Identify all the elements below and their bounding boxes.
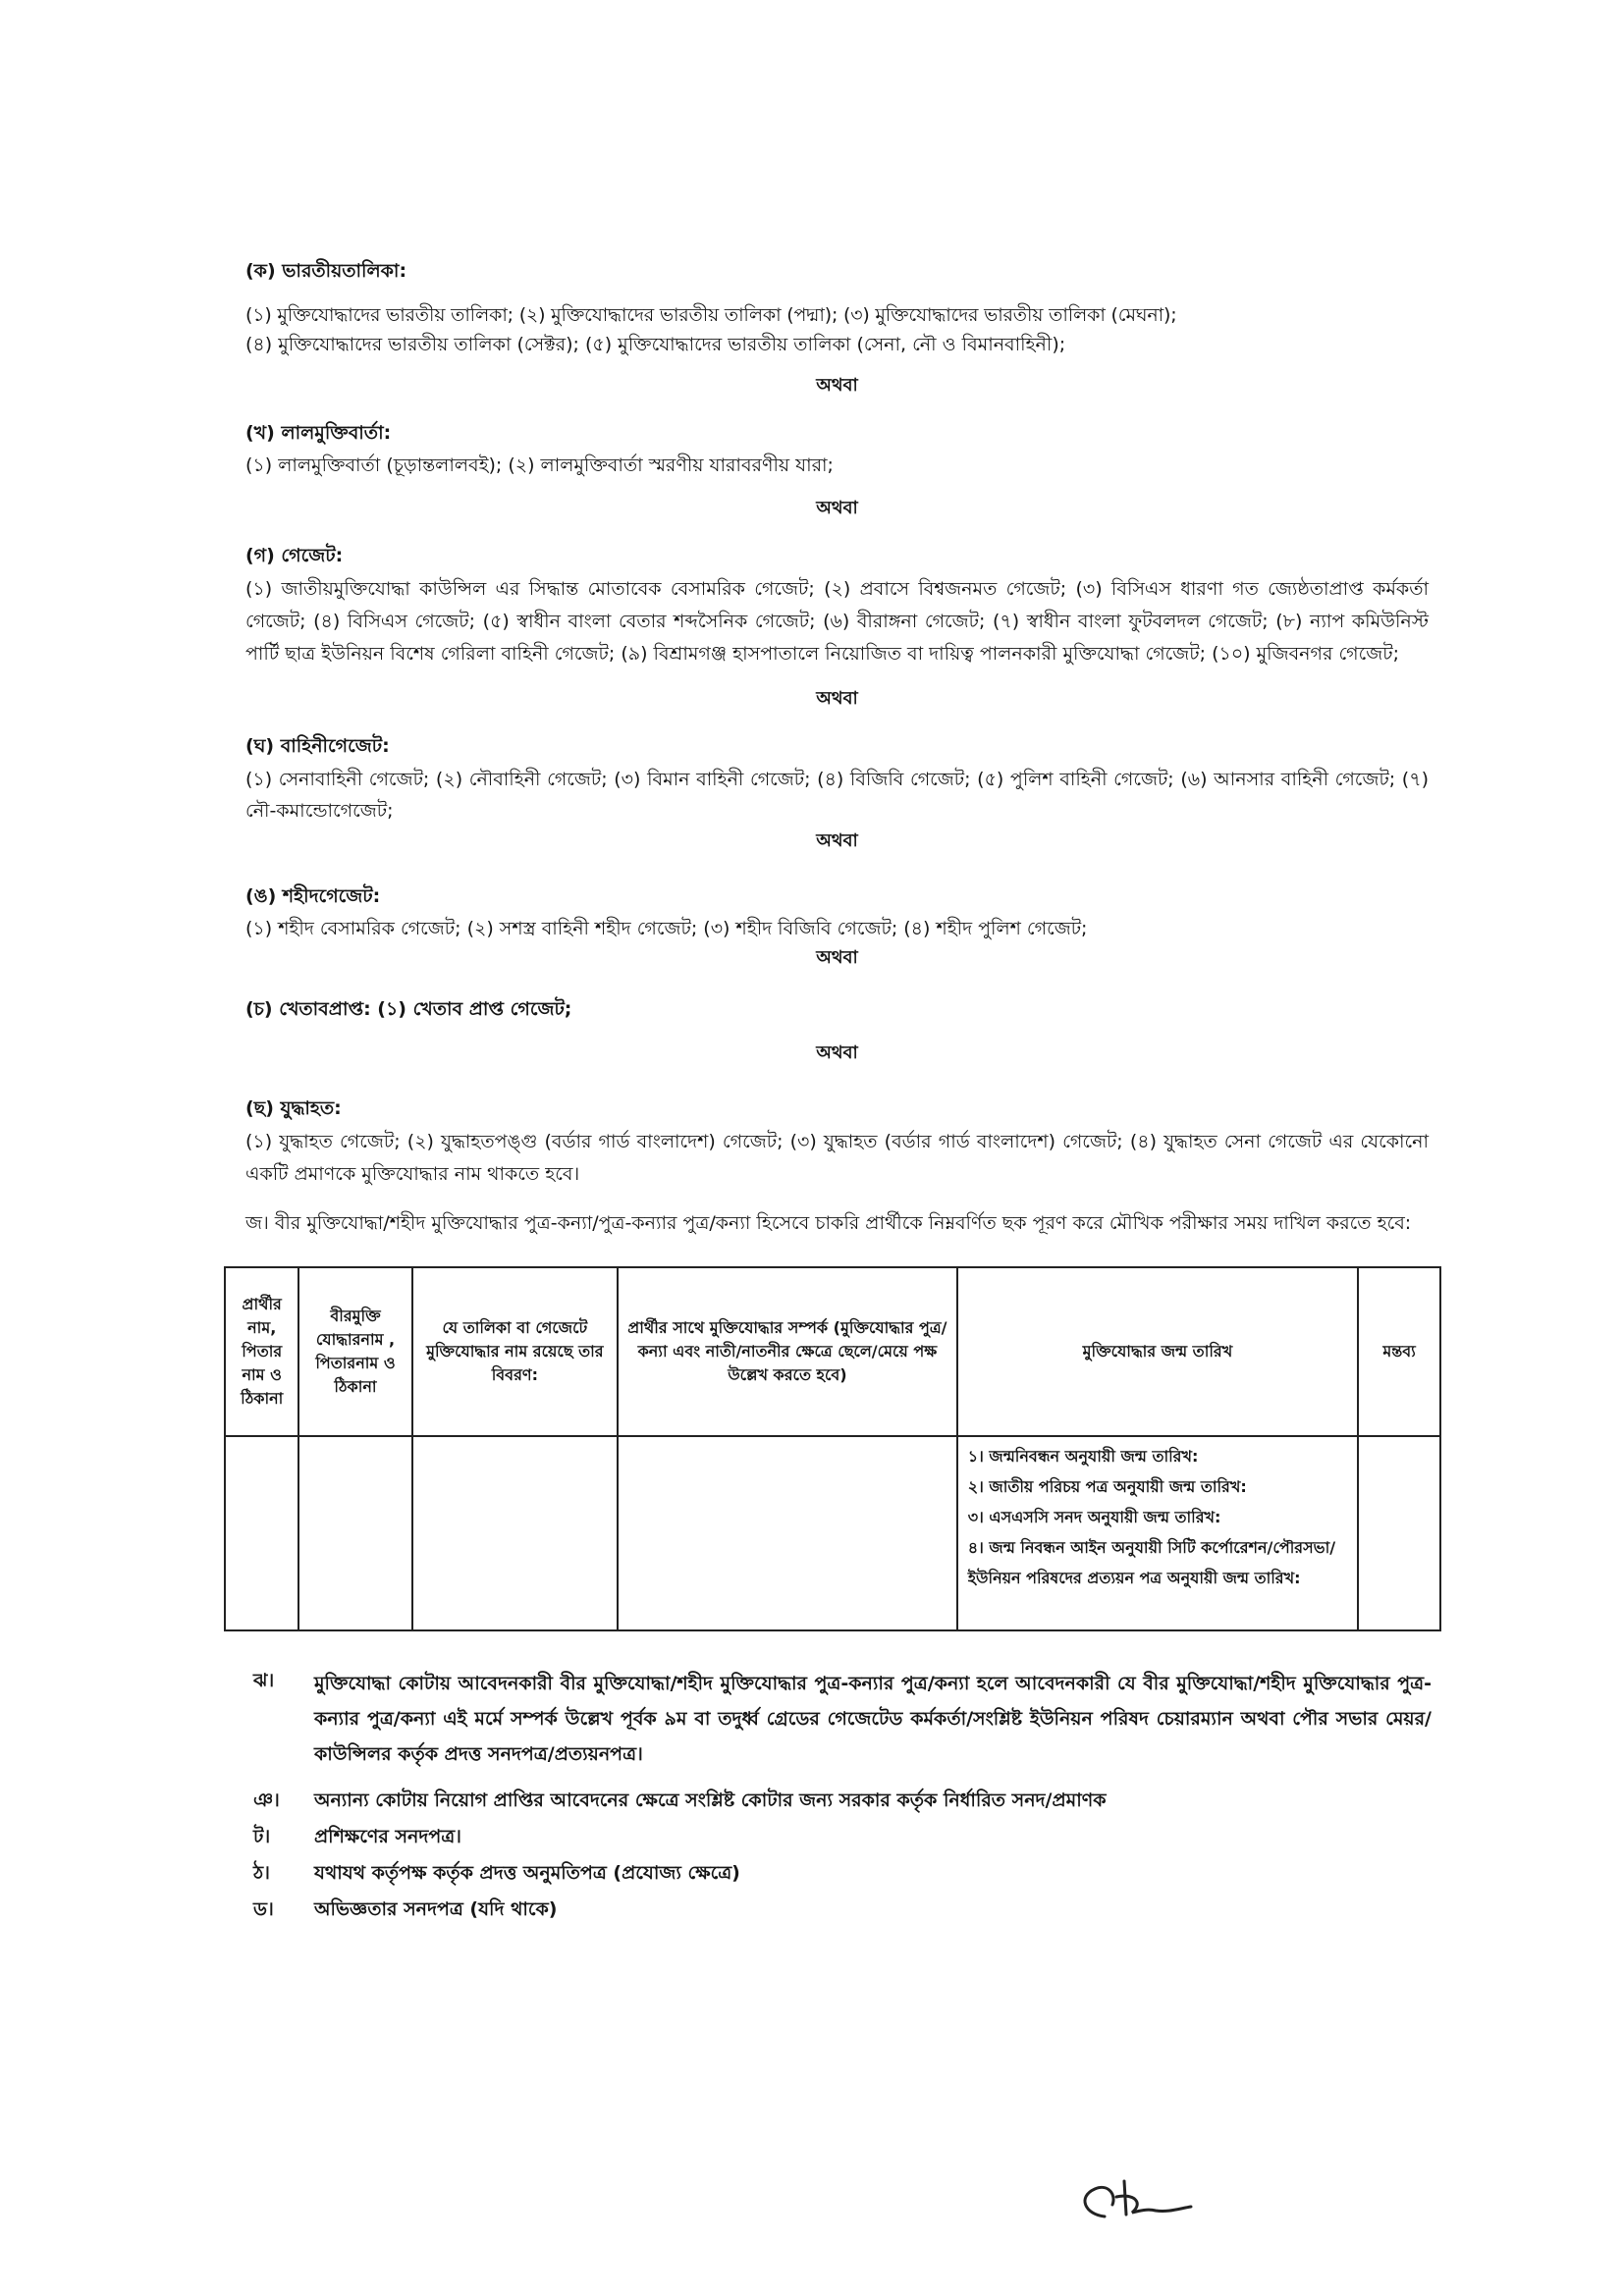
section-cha	[245, 995, 1429, 1069]
column-header: বীরমুক্তি যোদ্ধারনাম , পিতারনাম ও ঠিকানা	[298, 1267, 411, 1436]
handwritten-signature	[1065, 2167, 1203, 2236]
birth-date-line: ২। জাতীয় পরিচয় পত্র অনুযায়ী জন্ম তারিখ:	[967, 1477, 1247, 1496]
relationship-cell	[618, 1436, 957, 1630]
jha-paragraph: জ। বীর মুক্তিযোদ্ধা/শহীদ মুক্তিযোদ্ধার পুত্র-কন্যা/পুত্র-কন্যার পুত্র/কন্যা হিসেবে চাকরি প্রার্থীকে নিম্নবর্ণিত ছক পূরণ করে মৌখিক পরীক্ষার সময় দাখিল করতে হবে:	[245, 1212, 1412, 1234]
list-gazette-cell	[412, 1436, 618, 1630]
list-item	[253, 1858, 1432, 1889]
column-header: মন্তব্য	[1358, 1267, 1440, 1436]
item-marker: ঝ।	[253, 1670, 275, 1691]
section-line: (১) মুক্তিযোদ্ধাদের ভারতীয় তালিকা; (২) মুক্তিযোদ্ধাদের ভারতীয় তালিকা (পদ্মা); (৩) মুক্তিযোদ্ধাদের ভারতীয় তালিকা (মেঘনা);	[245, 304, 1177, 326]
birth-date-cell	[957, 1436, 1358, 1630]
section-ka	[245, 257, 1429, 401]
item-text: প্রশিক্ষণের সনদপত্র।	[314, 1826, 461, 1847]
list-item	[253, 1666, 1432, 1772]
column-header: প্রার্থীর নাম, পিতার নাম ও ঠিকানা	[225, 1267, 298, 1436]
item-marker: ঞ।	[253, 1789, 280, 1811]
section-gha	[245, 732, 1429, 857]
birth-date-line: ৪। জন্ম নিবন্ধন আইন অনুযায়ী সিটি কর্পোরেশন/পৌরসভা/ইউনিয়ন পরিষদের প্রত্যয়ন পত্র অনুযায়ী জন্ম তারিখ:	[967, 1538, 1336, 1587]
item-marker: ঠ।	[253, 1862, 270, 1884]
section-ga	[245, 542, 1429, 715]
birth-date-line: ৩। এসএসসি সনদ অনুযায়ী জন্ম তারিখ:	[967, 1508, 1221, 1526]
section-heading: (ঘ) বাহিনীগেজেট:	[245, 735, 390, 757]
list-item	[253, 1786, 1432, 1816]
section-line: (৪) মুক্তিযোদ্ধাদের ভারতীয় তালিকা (সেক্টর); (৫) মুক্তিযোদ্ধাদের ভারতীয় তালিকা (সেনা, নৌ ও বিমানবাহিনী);	[245, 334, 1066, 355]
item-text: অভিজ্ঞতার সনদপত্র (যদি থাকে)	[314, 1898, 558, 1920]
section-line: (১) শহীদ বেসামরিক গেজেট; (২) সশস্ত্র বাহিনী শহীদ গেজেট; (৩) শহীদ বিজিবি গেজেট; (৪) শহীদ পুলিশ গেজেট;	[245, 918, 1088, 939]
column-header: যে তালিকা বা গেজেটে মুক্তিযোদ্ধার নাম রয়েছে তার বিবরণ:	[412, 1267, 618, 1436]
additional-items	[253, 1666, 1432, 1925]
section-heading: (খ) লালমুক্তিবার্তা:	[245, 422, 392, 444]
document-body	[245, 257, 1429, 1238]
section-chha	[245, 1095, 1429, 1191]
section-heading: (ক) ভারতীয়তালিকা:	[245, 260, 407, 282]
birth-date-line: ১। জন্মনিবন্ধন অনুযায়ী জন্ম তারিখ:	[967, 1447, 1199, 1466]
freedom-fighter-cell	[298, 1436, 411, 1630]
list-item	[253, 1895, 1432, 1925]
section-line: (১) জাতীয়মুক্তিযোদ্ধা কাউন্সিল এর সিদ্ধান্ত মোতাবেক বেসামরিক গেজেট; (২) প্রবাসে বিশ্বজনমত গেজেট; (৩) বিসিএস ধারণা গত জ্যেষ্ঠতাপ্রাপ্ত কর্মকর্তা গেজেট; (৪) বিসিএস গেজেট; (৫) স্বাধীন বাংলা বেতার শব্দসৈনিক গেজেট; (৬) বীরাঙ্গনা গেজেট; (৭) স্বাধীন বাংলা ফুটবলদল গেজেট; (৮) ন্যাপ কমিউনিস্ট পার্টি ছাত্র ইউনিয়ন বিশেষ গেরিলা বাহিনী গেজেট; (৯) বিশ্রামগঞ্জ হাসপাতালে নিয়োজিত বা দায়িত্ব পালনকারী মুক্তিযোদ্ধা গেজেট; (১০) মুজিবনগর গেজেট;	[245, 578, 1429, 665]
section-umo	[245, 882, 1429, 974]
or-separator: অথবা	[816, 375, 858, 396]
column-header: প্রার্থীর সাথে মুক্তিযোদ্ধার সম্পর্ক (মুক্তিযোদ্ধার পুত্র/কন্যা এবং নাতী/নাতনীর ক্ষেত্রে ছেলে/মেয়ে পক্ষ উল্লেখ করতে হবে)	[618, 1267, 957, 1436]
item-text: অন্যান্য কোটায় নিয়োগ প্রাপ্তির আবেদনের ক্ষেত্রে সংশ্লিষ্ট কোটার জন্য সরকার কর্তৃক নির্ধারিত সনদ/প্রমাণক	[314, 1789, 1107, 1811]
or-separator: অথবা	[816, 1042, 858, 1063]
applicant-cell	[225, 1436, 298, 1630]
section-heading: (ঙ) শহীদগেজেট:	[245, 885, 381, 907]
item-text: মুক্তিযোদ্ধা কোটায় আবেদনকারী বীর মুক্তিযোদ্ধা/শহীদ মুক্তিযোদ্ধার পুত্র-কন্যার পুত্র/কন্যা হলে আবেদনকারী যে বীর মুক্তিযোদ্ধা/শহীদ মুক্তিযোদ্ধার পুত্র-কন্যার পুত্র/কন্যা এই মর্মে সম্পর্ক উল্লেখ পূর্বক ৯ম বা তদুর্ধ্ব গ্রেডের গেজেটেড কর্মকর্তা/সংশ্লিষ্ট ইউনিয়ন পরিষদ চেয়ারম্যান অথবা পৌর সভার মেয়র/কাউন্সিলর কর্তৃক প্রদত্ত সনদপত্র/প্রত্যয়নপত্র।	[314, 1673, 1432, 1765]
section-line: (১) লালমুক্তিবার্তা (চূড়ান্তলালবই); (২) লালমুক্তিবার্তা স্মরণীয় যারাবরণীয় যারা;	[245, 454, 834, 476]
section-line: (১) যুদ্ধাহত গেজেট; (২) যুদ্ধাহতপঙ্গু (বর্ডার গার্ড বাংলাদেশ) গেজেট; (৩) যুদ্ধাহত (বর্ডার গার্ড বাংলাদেশ) গেজেট; (৪) যুদ্ধাহত সেনা গেজেট এর যেকোনো একটি প্রমাণকে মুক্তিযোদ্ধার নাম থাকতে হবে।	[245, 1131, 1429, 1185]
section-heading: (গ) গেজেট:	[245, 545, 344, 566]
section-heading: (ছ) যুদ্ধাহত:	[245, 1097, 342, 1119]
table-header-row	[225, 1267, 1440, 1436]
column-header: মুক্তিযোদ্ধার জন্ম তারিখ	[957, 1267, 1358, 1436]
or-separator: অথবা	[816, 498, 858, 518]
section-heading: (চ) খেতাবপ্রাপ্ত: (১) খেতাব প্রাপ্ত গেজেট;	[245, 998, 572, 1020]
item-marker: ড।	[253, 1898, 274, 1920]
list-item	[253, 1822, 1432, 1852]
section-line: (১) সেনাবাহিনী গেজেট; (২) নৌবাহিনী গেজেট; (৩) বিমান বাহিনী গেজেট; (৪) বিজিবি গেজেট; (৫) পুলিশ বাহিনী গেজেট; (৬) আনসার বাহিনী গেজেট; (৭) নৌ-কমান্ডোগেজেট;	[245, 769, 1429, 822]
freedom-fighter-info-table	[224, 1266, 1441, 1631]
section-kha	[245, 419, 1429, 524]
remarks-cell	[1358, 1436, 1440, 1630]
item-marker: ট।	[253, 1826, 271, 1847]
item-text: যথাযথ কর্তৃপক্ষ কর্তৃক প্রদত্ত অনুমতিপত্র (প্রযোজ্য ক্ষেত্রে)	[314, 1862, 740, 1884]
or-separator: অথবা	[816, 830, 858, 851]
table-row	[225, 1436, 1440, 1630]
or-separator: অথবা	[816, 688, 858, 709]
or-separator: অথবা	[816, 947, 858, 968]
